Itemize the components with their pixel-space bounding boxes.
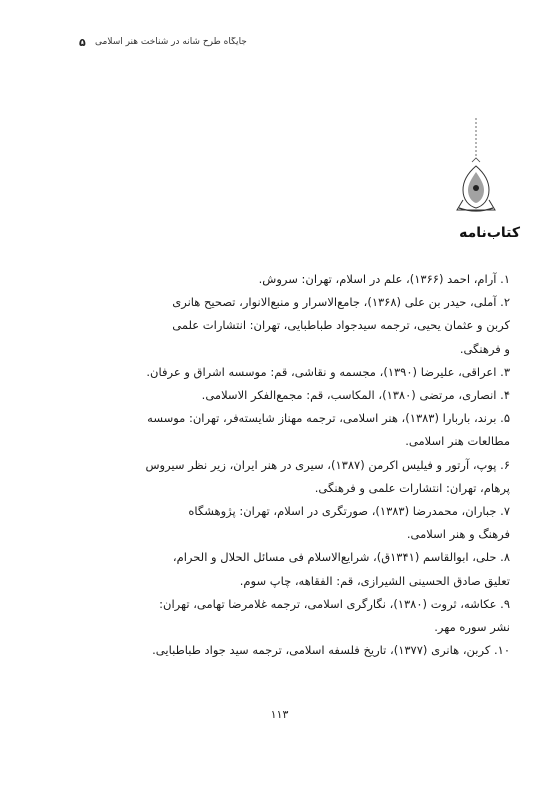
entry-line: ۸. حلی، ابوالقاسم (۱۳۴۱ق)، شرایع‌الاسلام فی مسائل الحلال و الحرام،: [172, 550, 510, 565]
bibliography-entry: [35, 454, 510, 500]
entry-line: ۶. پوپ، آرتور و فیلیس اکرمن (۱۳۸۷)، سیری در هنر ایران، زیر نظر سیروس: [145, 457, 510, 472]
entry-line: مطالعات هنر اسلامی.: [405, 434, 510, 449]
entry-line: ۳. اعراقی، علیرضا (۱۳۹۰)، مجسمه و نقاشی، قم: موسسه اشراق و عرفان.: [146, 364, 510, 379]
bibliography-entry: [35, 361, 510, 384]
running-header-page-marker: ۵: [79, 36, 86, 49]
entry-line: ۵. برند، باربارا (۱۳۸۳)، هنر اسلامی، ترجمه مهناز شایسته‌فر، تهران: موسسه: [147, 411, 510, 426]
chapter-ornament-icon: [443, 118, 503, 228]
entry-line: پرهام، تهران: انتشارات علمی و فرهنگی.: [314, 480, 510, 495]
bibliography-entry: [35, 407, 510, 453]
entry-line: ۹. عکاشه، ثروت (۱۳۸۰)، نگارگری اسلامی، ترجمه غلامرضا تهامی، تهران:: [159, 596, 510, 611]
bibliography-heading: کتاب‌نامه: [459, 225, 520, 241]
bibliography-entry: [35, 384, 510, 407]
bibliography-entry: [35, 268, 510, 291]
entry-line: ۴. انصاری، مرتضی (۱۳۸۰)، المکاسب، قم: مجمع‌الفکر الاسلامی.: [201, 388, 510, 403]
bibliography-list: [35, 268, 510, 662]
entry-line: فرهنگ و هنر اسلامی.: [406, 527, 510, 542]
bibliography-entry: [35, 546, 510, 592]
entry-line: نشر سوره مهر.: [434, 620, 510, 635]
entry-line: کربن و عثمان یحیی، ترجمه سیدجواد طباطبایی، تهران: انتشارات علمی: [172, 318, 510, 333]
bibliography-entry: [35, 500, 510, 546]
entry-line: ۷. جباران، محمدرضا (۱۳۸۳)، صورتگری در اسلام، تهران: پژوهشگاه: [188, 504, 510, 519]
entry-line: ۱. آرام، احمد (۱۳۶۶)، علم در اسلام، تهران: سروش.: [258, 272, 510, 286]
bibliography-entry: [35, 639, 510, 662]
bibliography-entry: [35, 593, 510, 639]
entry-line: ۲. آملی، حیدر بن علی (۱۳۶۸)، جامع‌الاسرار و منبع‌الانوار، تصحیح هانری: [172, 295, 510, 310]
page-number: ۱۱۳: [270, 708, 289, 721]
running-header-title: جایگاه طرح شانه در شناخت هنر اسلامی: [95, 37, 247, 47]
bibliography-entry: [35, 291, 510, 361]
entry-line: ۱۰. کربن، هانری (۱۳۷۷)، تاریخ فلسفه اسلامی، ترجمه سید جواد طباطبایی.: [152, 643, 510, 658]
entry-line: و فرهنگی.: [459, 341, 510, 356]
entry-line: تعلیق صادق الحسینی الشیرازی، قم: الفقاهه، چاپ سوم.: [239, 573, 510, 588]
